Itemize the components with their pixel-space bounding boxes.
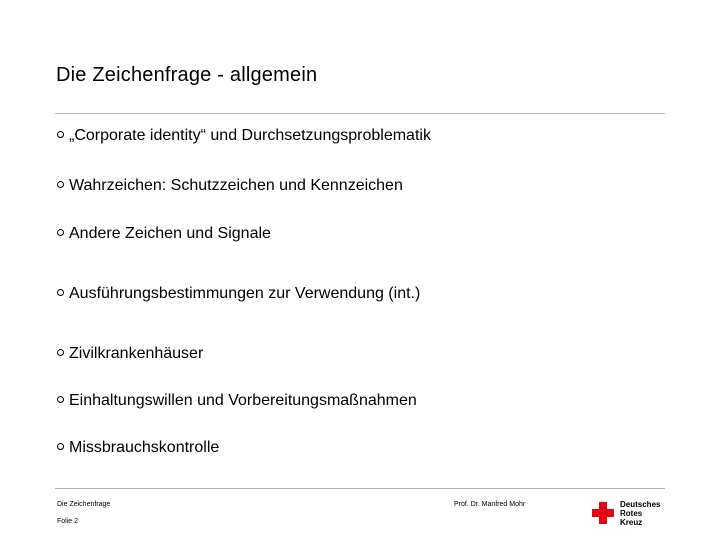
footer-author: Prof. Dr. Manfred Mohr (454, 501, 526, 508)
bullet-icon (57, 229, 64, 236)
logo-wordmark (620, 500, 660, 527)
bullet-icon (57, 289, 64, 296)
red-cross-icon (592, 502, 614, 524)
slide-title: Die Zeichenfrage - allgemein (56, 64, 318, 86)
footer-divider (55, 488, 665, 489)
logo-line: Kreuz (620, 518, 643, 527)
bullet-icon (57, 396, 64, 403)
bullet-icon (57, 131, 64, 138)
bullet-item (57, 439, 219, 457)
bullet-text: Ausführungsbestimmungen zur Verwendung (int.) (69, 285, 421, 302)
footer-topic: Die Zeichenfrage (57, 501, 111, 508)
bullet-item (57, 127, 431, 145)
logo-line: Rotes (620, 509, 643, 518)
bullet-icon (57, 349, 64, 356)
footer-slide-number: Folie 2 (57, 518, 79, 525)
bullet-item (57, 225, 271, 243)
bullet-icon (57, 181, 64, 188)
bullet-text: Wahrzeichen: Schutzzeichen und Kennzeichen (69, 177, 403, 194)
logo-line: Deutsches (620, 500, 661, 509)
bullet-text: Zivilkrankenhäuser (69, 345, 204, 362)
bullet-text: „Corporate identity“ und Durchsetzungsproblematik (69, 127, 431, 144)
bullet-text: Missbrauchskontrolle (69, 439, 220, 456)
bullet-item (57, 285, 420, 303)
bullet-text: Andere Zeichen und Signale (69, 225, 271, 242)
bullet-text: Einhaltungswillen und Vorbereitungsmaßnahmen (69, 392, 417, 409)
bullet-item (57, 345, 203, 363)
bullet-icon (57, 443, 64, 450)
bullet-item (57, 392, 417, 410)
title-divider (55, 113, 665, 114)
bullet-item (57, 177, 403, 195)
